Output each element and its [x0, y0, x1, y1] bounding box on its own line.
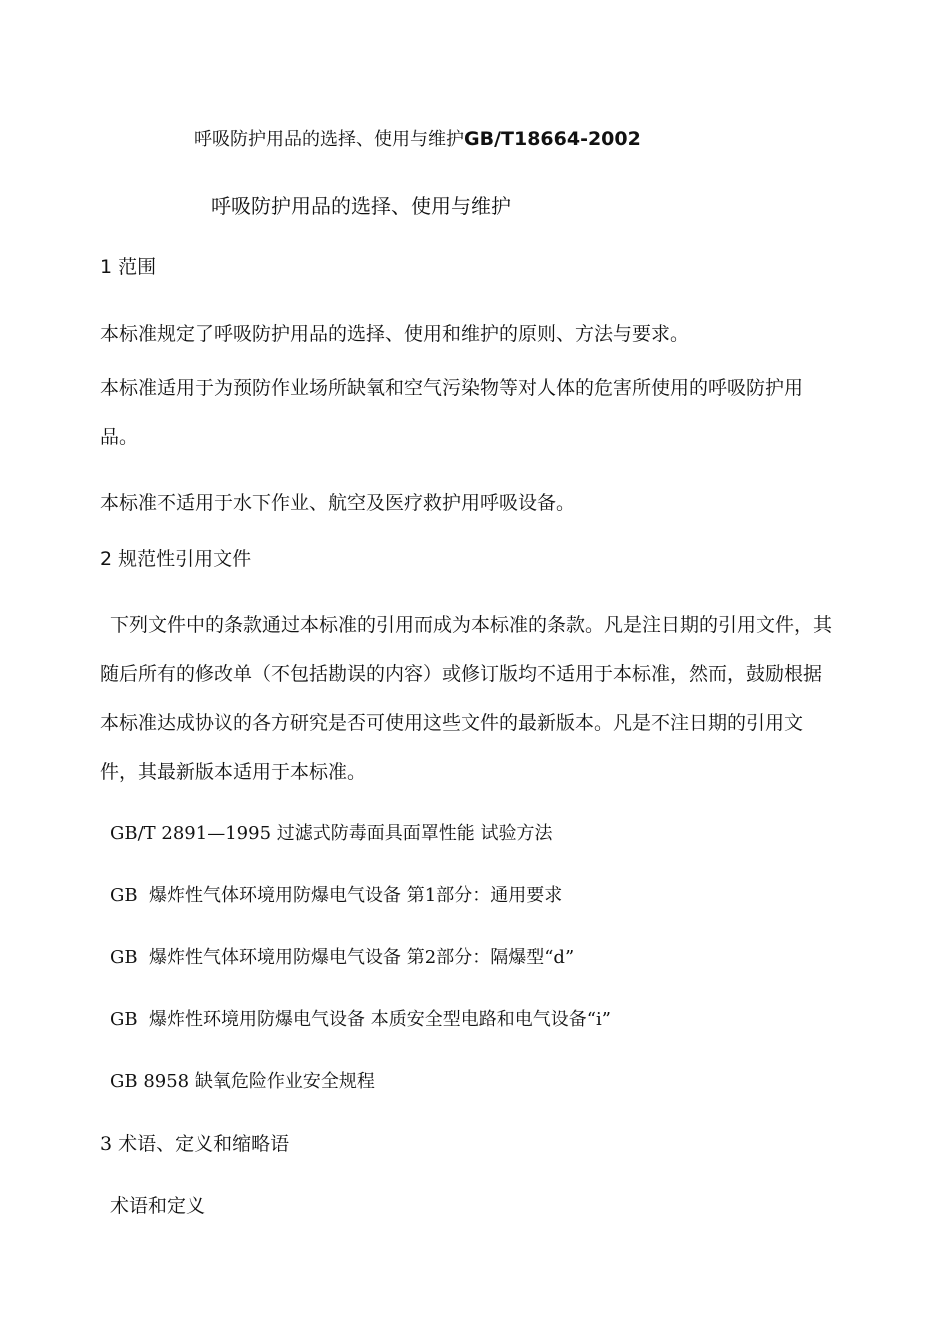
- section-3-subheading: 术语和定义: [110, 1195, 206, 1217]
- reference-item: GB/T 2891—1995 过滤式防毒面具面罩性能 试验方法: [110, 823, 553, 844]
- reference-item: GB 爆炸性气体环境用防爆电气设备 第1部分：通用要求: [110, 885, 563, 906]
- section-1-paragraph-1: 本标准规定了呼吸防护用品的选择、使用和维护的原则、方法与要求。: [100, 323, 690, 345]
- reference-item: GB 8958 缺氧危险作业安全规程: [110, 1071, 375, 1092]
- document-subtitle: 呼吸防护用品的选择、使用与维护: [211, 194, 511, 218]
- document-title-text: 呼吸防护用品的选择、使用与维护: [194, 129, 464, 150]
- section-1-paragraph-3: 本标准不适用于水下作业、航空及医疗救护用呼吸设备。: [100, 492, 576, 514]
- reference-item: GB 爆炸性气体环境用防爆电气设备 第2部分：隔爆型“d”: [110, 947, 575, 968]
- document-title: [194, 130, 641, 149]
- section-2-heading: 2 规范性引用文件: [100, 548, 252, 570]
- section-1-heading: 1 范围: [100, 256, 157, 278]
- section-2-intro: 下列文件中的条款通过本标准的引用而成为本标准的条款。凡是注日期的引用文件，其随后所有的修改单（不包括勘误的内容）或修订版均不适用于本标准，然而，鼓励根据本标准达成协议的各方研究是否可使用这些文件的最新版本。凡是不注日期的引用文件，其最新版本适用于本标准。: [100, 614, 833, 783]
- section-3-heading: 3 术语、定义和缩略语: [100, 1133, 290, 1155]
- reference-item: GB 爆炸性环境用防爆电气设备 本质安全型电路和电气设备“i”: [110, 1009, 611, 1030]
- standard-code: GB/T18664-2002: [464, 128, 641, 150]
- section-1-paragraph-2: 本标准适用于为预防作业场所缺氧和空气污染物等对人体的危害所使用的呼吸防护用品。: [100, 377, 804, 448]
